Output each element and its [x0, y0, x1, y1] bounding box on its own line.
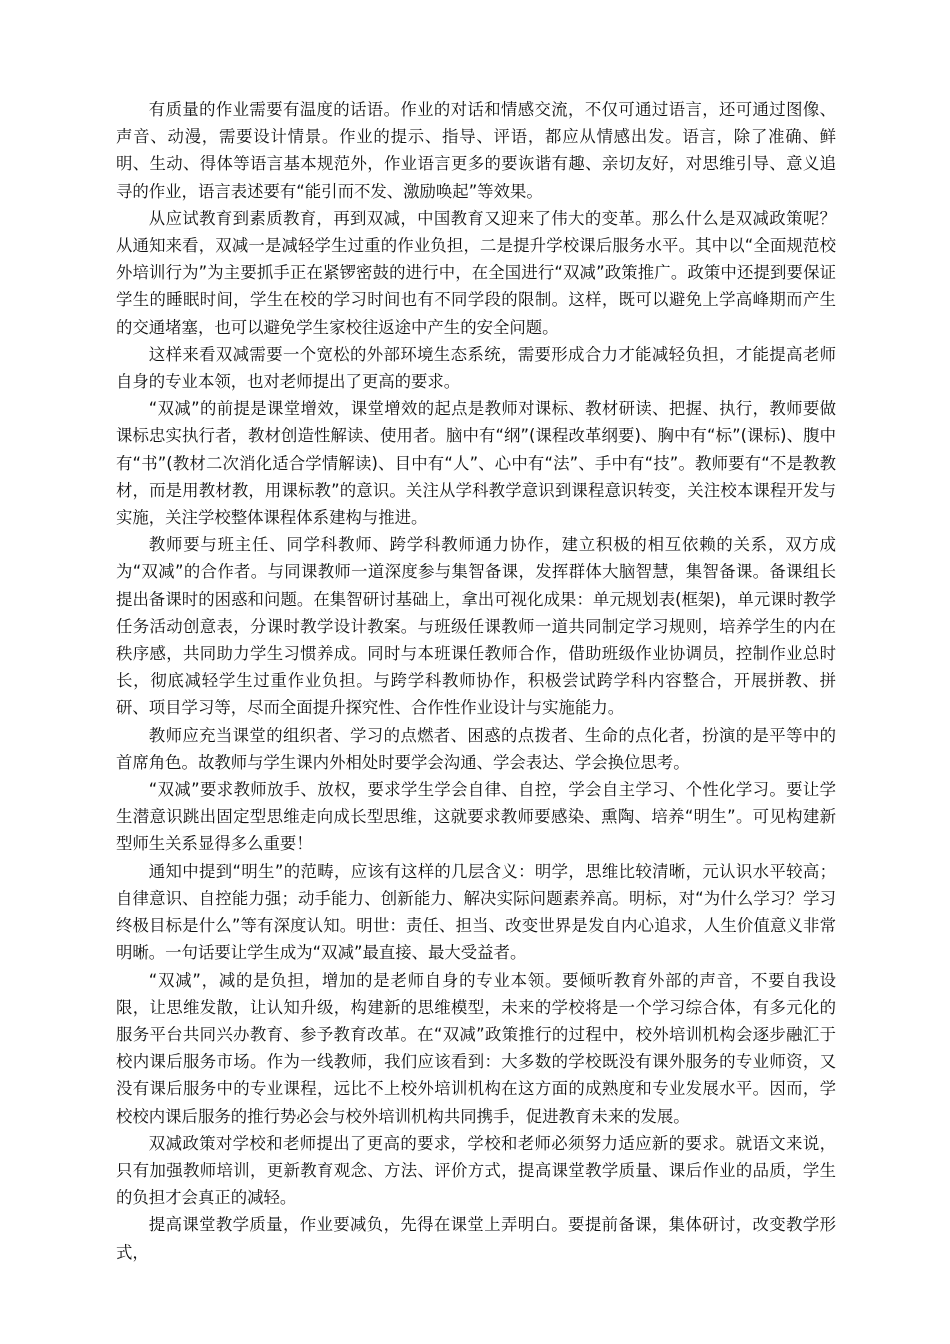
paragraph-11: 提高课堂教学质量，作业要减负，先得在课堂上弄明白。要提前备课，集体研讨，改变教学形式， — [116, 1215, 836, 1262]
paragraph-2: 从应试教育到素质教育，再到双减，中国教育又迎来了伟大的变革。那么什么是双减政策呢？从通知来看，双减一是减轻学生过重的作业负担，二是提升学校课后服务水平。其中以“全面规范校外培训行为”为主要抓手正在紧锣密鼓的进行中，在全国进行“双减”政策推广。政策中还提到要保证学生的睡眠时间，学生在校的学习时间也有不同学段的限制。这样，既可以避免上学高峰期而产生的交通堵塞，也可以避免学生家校往返途中产生的安全问题。 — [116, 208, 836, 337]
paragraph-3: 这样来看双减需要一个宽松的外部环境生态系统，需要形成合力才能减轻负担，才能提高老师自身的专业本领，也对老师提出了更高的要求。 — [116, 344, 836, 392]
paragraph-5: 教师要与班主任、同学科教师、跨学科教师通力协作，建立积极的相互依赖的关系，双方成为“双减”的合作者。与同课教师一道深度参与集智备课，发挥群体大脑智慧，集智备课。备课组长提出备课时的困惑和问题。在集智研讨基础上，拿出可视化成果：单元规划表(框架)，单元课时教学任务活动创意表，分课时教学设计教案。与班级任课教师一道共同制定学习规则，培养学生的内在秩序感，共同助力学生习惯养成。同时与本班课任教师合作，借助班级作业协调员，控制作业总时长，彻底减轻学生过重作业负担。与跨学科教师协作，积极尝试跨学科内容整合，开展拼教、拼研、项目学习等，尽而全面提升探究性、合作性作业设计与实施能力。 — [116, 535, 836, 718]
document-page — [116, 96, 836, 1266]
paragraph-6: 教师应充当课堂的组织者、学习的点燃者、困惑的点拨者、生命的点化者，扮演的是平等中的首席角色。故教师与学生课内外相处时要学会沟通、学会表达、学会换位思考。 — [116, 725, 836, 772]
paragraph-1: 有质量的作业需要有温度的话语。作业的对话和情感交流，不仅可通过语言，还可通过图像、声音、动漫，需要设计情景。作业的提示、指导、评语，都应从情感出发。语言，除了准确、鲜明、生动、得体等语言基本规范外，作业语言更多的要诙谐有趣、亲切友好，对思维引导、意义追寻的作业，语言表述要有“能引而不发、激励唤起”等效果。 — [116, 100, 836, 201]
paragraph-7: “双减”要求教师放手、放权，要求学生学会自律、自控，学会自主学习、个性化学习。要让学生潜意识跳出固定型思维走向成长型思维，这就要求教师要感染、熏陶、培养“明生”。可见构建新型师生关系显得多么重要！ — [116, 780, 836, 854]
paragraph-8: 通知中提到“明生”的范畴，应该有这样的几层含义：明学，思维比较清晰，元认识水平较高；自律意识、自控能力强；动手能力、创新能力、解决实际问题素养高。明标，对“为什么学习？学习终极目标是什么”等有深度认知。明世：责任、担当、改变世界是发自内心追求，人生价值意义非常明晰。一句话要让学生成为“双减”最直接、最大受益者。 — [116, 861, 836, 963]
paragraph-4: “双减”的前提是课堂增效，课堂增效的起点是教师对课标、教材研读、把握、执行，教师要做课标忠实执行者，教材创造性解读、使用者。脑中有“纲”(课程改革纲要)、胸中有“标”(课标)、腹中有“书”(教材二次消化适合学情解读)、目中有“人”、心中有“法”、手中有“技”。教师要有“不是教教材，而是用教材教，用课标教”的意识。关注从学科教学意识到课程意识转变，关注校本课程开发与实施，关注学校整体课程体系建构与推进。 — [116, 399, 836, 528]
paragraph-10: 双减政策对学校和老师提出了更高的要求，学校和老师必须努力适应新的要求。就语文来说，只有加强教师培训，更新教育观念、方法、评价方式，提高课堂教学质量、课后作业的品质，学生的负担才会真正的减轻。 — [116, 1133, 836, 1208]
paragraph-9: “双减”，减的是负担，增加的是老师自身的专业本领。要倾听教育外部的声音，不要自我设限，让思维发散，让认知升级，构建新的思维模型，未来的学校将是一个学习综合体，有多元化的服务平台共同兴办教育、参予教育改革。在“双减”政策推行的过程中，校外培训机构会逐步融汇于校内课后服务市场。作为一线教师，我们应该看到：大多数的学校既没有课外服务的专业师资，又没有课后服务中的专业课程，远比不上校外培训机构在这方面的成熟度和专业发展水平。因而，学校校内课后服务的推行势必会与校外培训机构共同携手，促进教育未来的发展。 — [116, 970, 836, 1126]
